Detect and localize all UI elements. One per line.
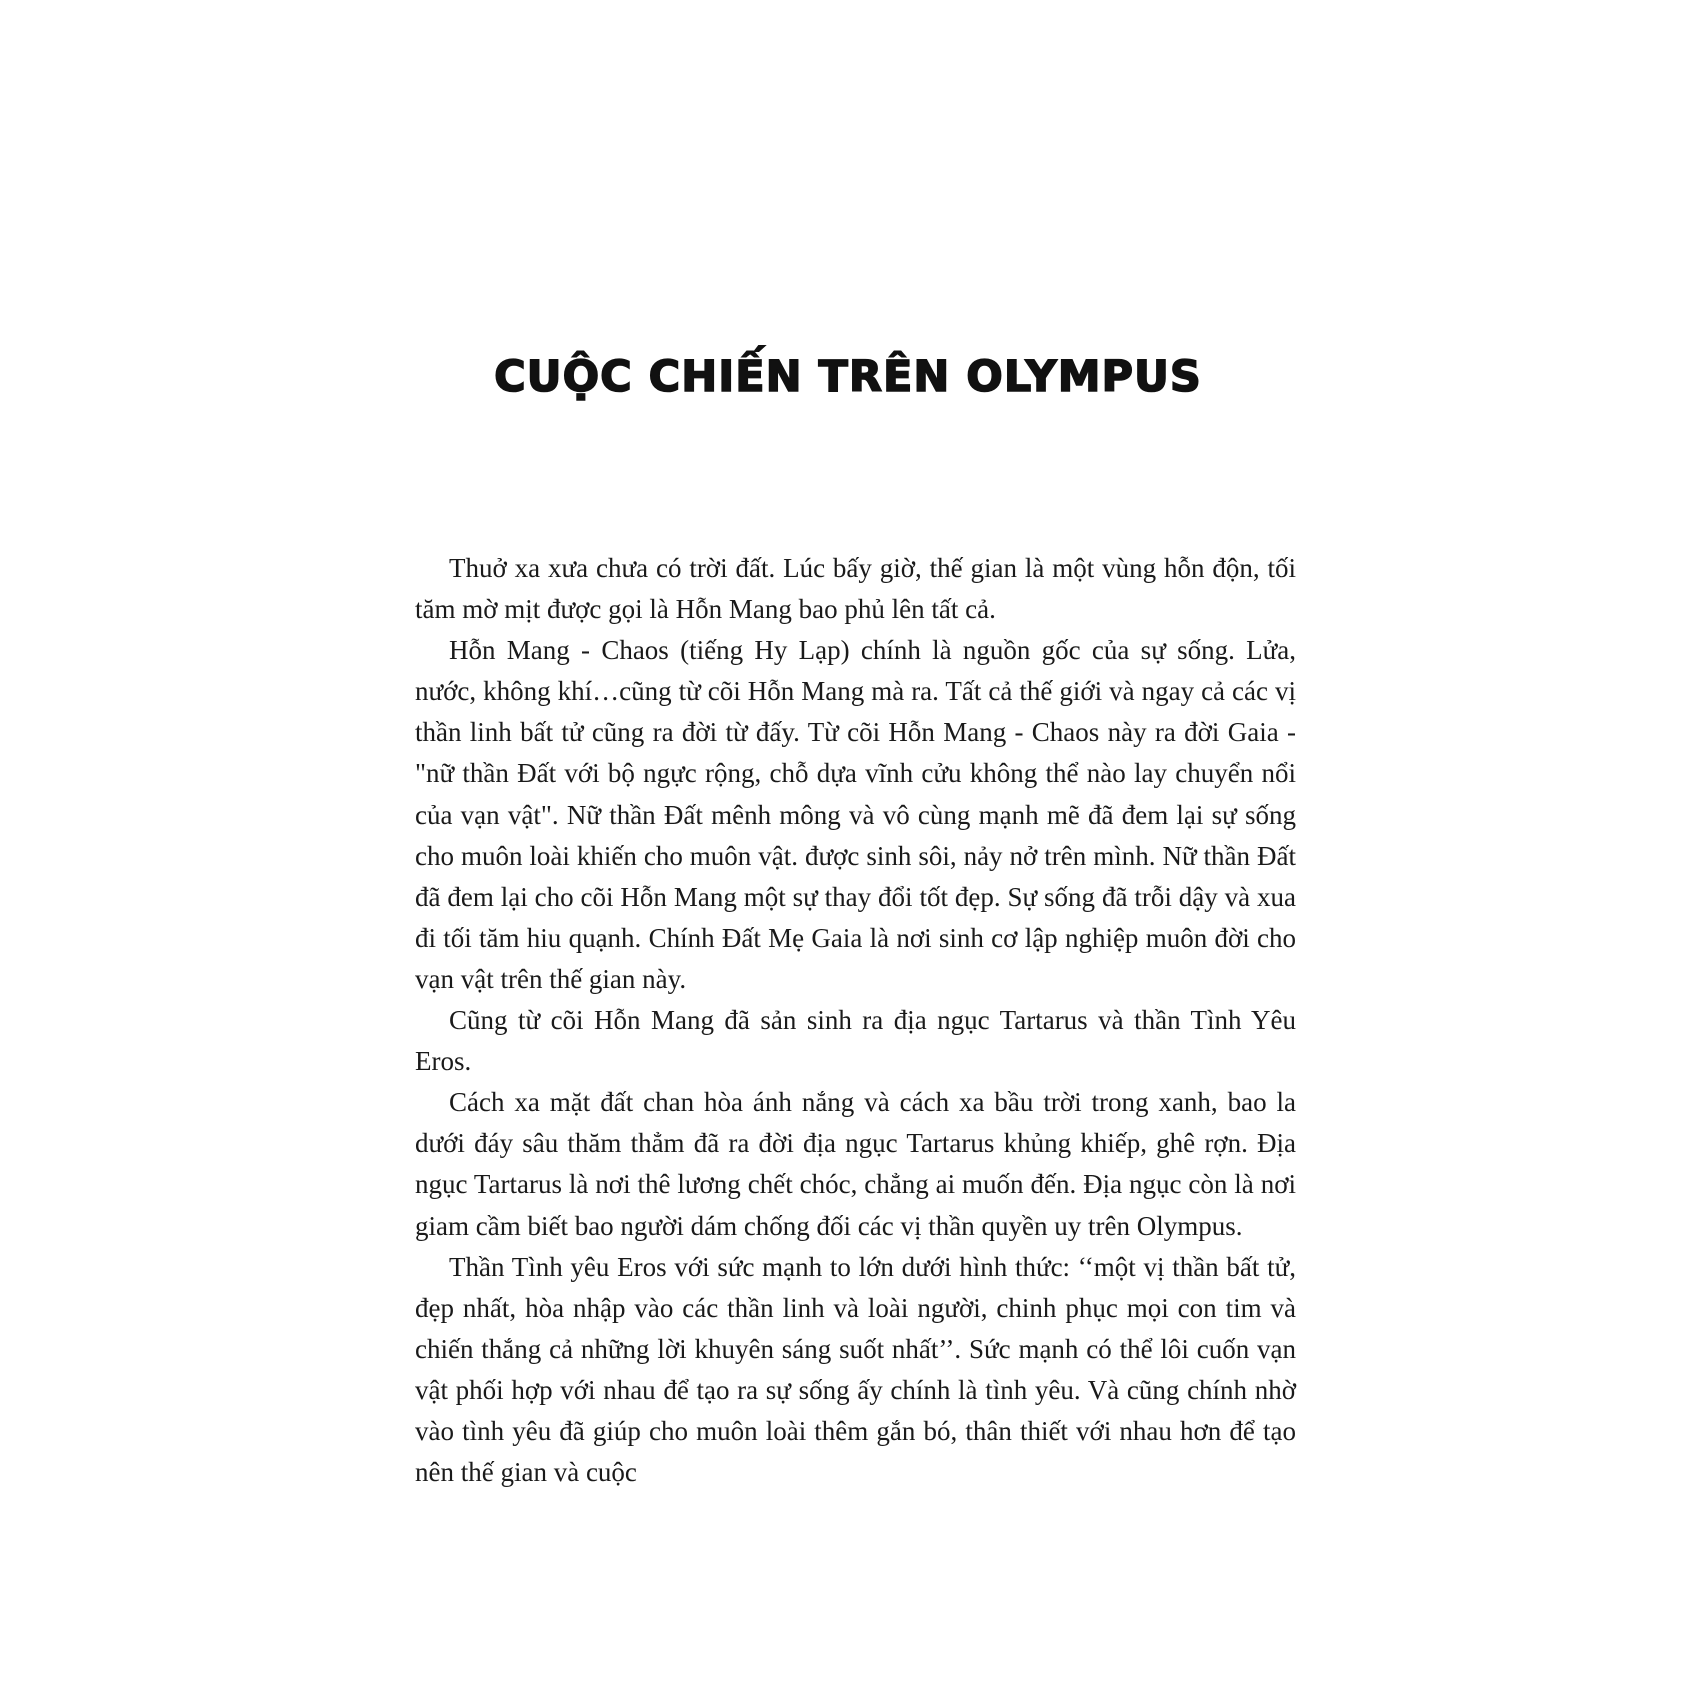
chapter-title: CUỘC CHIẾN TRÊN OLYMPUS bbox=[494, 352, 1202, 402]
chapter-body bbox=[415, 548, 1296, 1493]
paragraph: Thuở xa xưa chưa có trời đất. Lúc bấy giờ, thế gian là một vùng hỗn độn, tối tăm mờ mịt được gọi là Hỗn Mang bao phủ lên tất cả. bbox=[415, 553, 1296, 625]
paragraph: Hỗn Mang - Chaos (tiếng Hy Lạp) chính là nguồn gốc của sự sống. Lửa, nước, không khí…cũng từ cõi Hỗn Mang mà ra. Tất cả thế giới và ngay cả các vị thần linh bất tử cũng ra đời từ đấy. Từ cõi Hỗn Mang - Chaos này ra đời Gaia - "nữ thần Đất với bộ ngực rộng, chỗ dựa vĩnh cửu không thể nào lay chuyển nổi của vạn vật". Nữ thần Đất mênh mông và vô cùng mạnh mẽ đã đem lại sự sống cho muôn loài khiến cho muôn vật. được sinh sôi, nảy nở trên mình. Nữ thần Đất đã đem lại cho cõi Hỗn Mang một sự thay đổi tốt đẹp. Sự sống đã trỗi dậy và xua đi tối tăm hiu quạnh. Chính Đất Mẹ Gaia là nơi sinh cơ lập nghiệp muôn đời cho vạn vật trên thế gian này. bbox=[415, 635, 1296, 994]
paragraph: Thần Tình yêu Eros với sức mạnh to lớn dưới hình thức: ‘‘một vị thần bất tử, đẹp nhất, hòa nhập vào các thần linh và loài người, chinh phục mọi con tim và chiến thắng cả những lời khuyên sáng suốt nhất’’. Sức mạnh có thể lôi cuốn vạn vật phối hợp với nhau để tạo ra sự sống ấy chính là tình yêu. Và cũng chính nhờ vào tình yêu đã giúp cho muôn loài thêm gắn bó, thân thiết với nhau hơn để tạo nên thế gian và cuộc bbox=[415, 1251, 1296, 1488]
paragraph: Cũng từ cõi Hỗn Mang đã sản sinh ra địa ngục Tartarus và thần Tình Yêu Eros. bbox=[415, 1005, 1296, 1077]
paragraph: Cách xa mặt đất chan hòa ánh nắng và cách xa bầu trời trong xanh, bao la dưới đáy sâu thăm thẳm đã ra đời địa ngục Tartarus khủng khiếp, ghê rợn. Địa ngục Tartarus là nơi thê lương chết chóc, chẳng ai muốn đến. Địa ngục còn là nơi giam cầm biết bao người dám chống đối các vị thần quyền uy trên Olympus. bbox=[415, 1087, 1296, 1241]
